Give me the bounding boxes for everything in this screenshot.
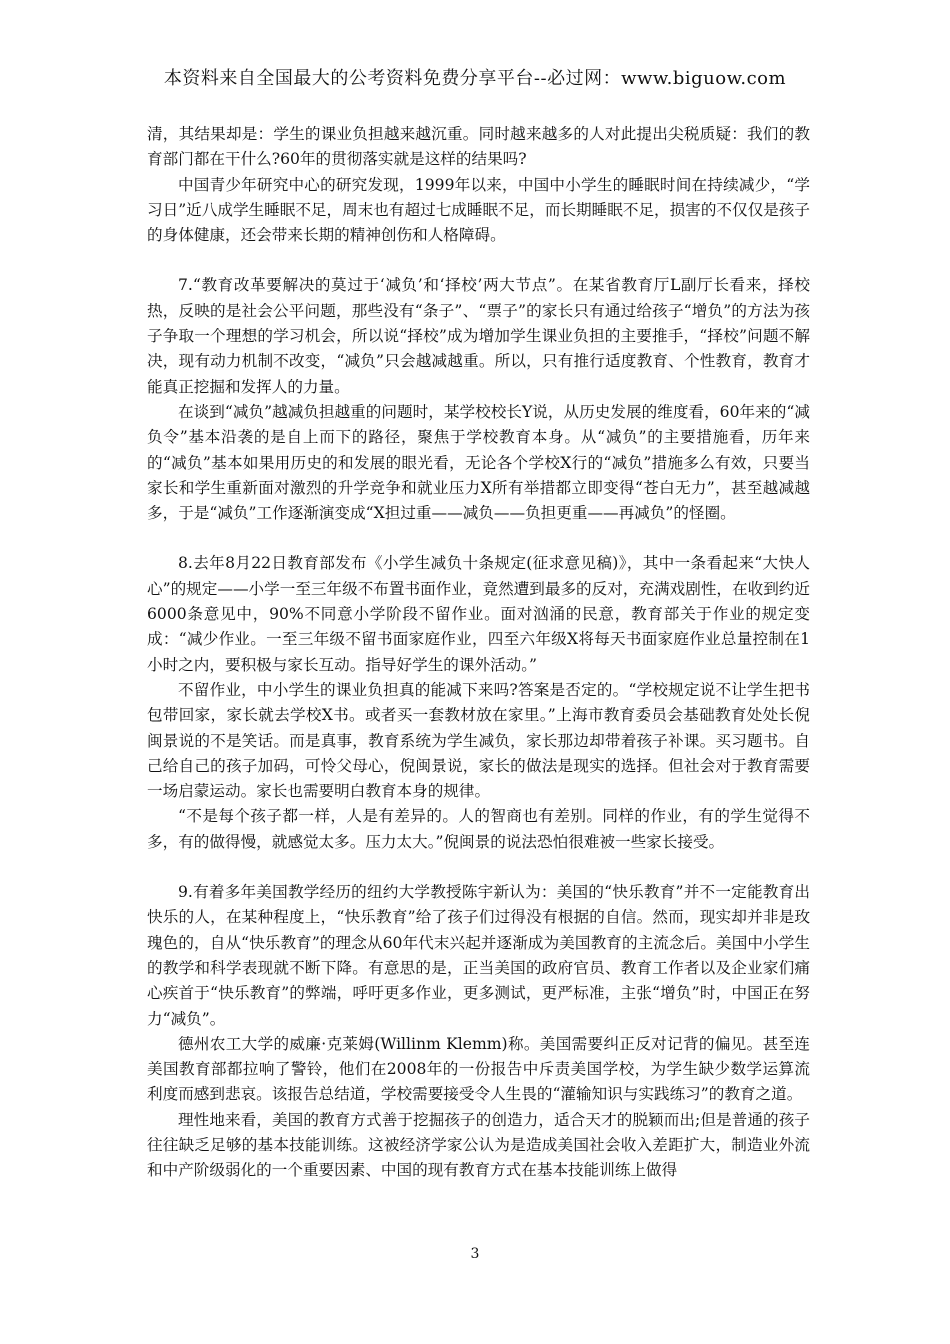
paragraph-5: 8.去年8月22日教育部发布《小学生减负十条规定(征求意见稿)》，其中一条看起来“大快人心”的规定——小学一至三年级不布置书面作业，竟然遭到最多的反对，充满戏剧性，在收到约近6000条意见中，90%不同意小学阶段不留作业。面对汹涌的民意，教育部关于作业的规定变成：“减少作业。一至三年级不留书面家庭作业，四至六年级X将每天书面家庭作业总量控制在1小时之内，要积极与家长互动。指导好学生的课外活动。”: [147, 554, 810, 674]
paragraph-gap: [147, 855, 810, 880]
paragraph-4: 在谈到“减负”越减负担越重的问题时，某学校校长Y说，从历史发展的维度看，60年来的“减负令”基本沿袭的是自上而下的路径，聚焦于学校教育本身。从“减负”的主要措施看，历年来的“减负”基本如果用历史的和发展的眼光看，无论各个学校X行的“减负”措施多么有效，只要当家长和学生重新面对激烈的升学竞争和就业压力X所有举措都立即变得“苍白无力”，甚至越减越多，于是“减负”工作逐渐演变成“X担过重——减负——负担更重——再减负”的怪圈。: [147, 402, 810, 523]
page-number: 3: [470, 1246, 480, 1262]
paragraph-10: 理性地来看，美国的教育方式善于挖掘孩子的创造力，适合天才的脱颖而出;但是普通的孩子往往缺乏足够的基本技能训练。这被经济学家公认为是造成美国社会收入差距扩大，制造业外流和中产阶级弱化的一个重要因素、中国的现有教育方式在基本技能训练上做得: [147, 1110, 810, 1180]
paragraph-gap: [147, 526, 810, 551]
paragraph-8: 9.有着多年美国教学经历的纽约大学教授陈宇新认为：美国的“快乐教育”并不一定能教育出快乐的人，在某种程度上，“快乐教育”给了孩子们过得没有根据的自信。然而，现实却并非是玫瑰色的，自从“快乐教育”的理念从60年代末兴起并逐渐成为美国教育的主流念后。美国中小学生的教学和科学表现就不断下降。有意思的是，正当美国的政府官员、教育工作者以及企业家们痛心疾首于“快乐教育”的弊端，呼吁更多作业，更多测试，更严标准，主张“增负”时，中国正在努力“减负”。: [147, 883, 810, 1028]
paragraph-7: “不是每个孩子都一样，人是有差异的。人的智商也有差别。同样的作业，有的学生觉得不多，有的做得慢，就感觉太多。压力太大。”倪闽景的说法恐怕很难被一些家长接受。: [147, 807, 810, 851]
paragraph-1: 清，其结果却是：学生的课业负担越来越沉重。同时越来越多的人对此提出尖税质疑：我们的教育部门都在干什么?60年的贯彻落实就是这样的结果吗?: [147, 125, 810, 169]
paragraph-3: 7.“教育改革要解决的莫过于‘减负’和‘择校’两大节点”。在某省教育厅L副厅长看来，择校热，反映的是社会公平问题，那些没有“条子”、“票子”的家长只有通过给孩子“增负”的方法为孩子争取一个理想的学习机会，所以说“择校”成为增加学生课业负担的主要推手，“择校”问题不解决，现有动力机制不改变，“减负”只会越减越重。所以，只有推行适度教育、个性教育，教育才能真正挖掘和发挥人的力量。: [147, 276, 810, 396]
paragraph-2: 中国青少年研究中心的研究发现，1999年以来，中国中小学生的睡眠时间在持续减少，“学习日”近八成学生睡眠不足，周末也有超过七成睡眠不足，而长期睡眠不足，损害的不仅仅是孩子的身体健康，还会带来长期的精神创伤和人格障碍。: [147, 175, 810, 245]
paragraph-9: 德州农工大学的威廉·克莱姆(Willinm Klemm)称。美国需要纠正反对记背的偏见。甚至连美国教育部都拉响了警铃，他们在2008年的一份报告中斥责美国学校，为学生缺少数学运算流利度而感到悲哀。该报告总结道，学校需要接受令人生畏的“灌输知识与实践练习”的教育之道。: [147, 1034, 810, 1104]
paragraph-gap: [147, 248, 810, 273]
page-header: 本资料来自全国最大的公考资料免费分享平台--必过网：www.biguow.com: [163, 68, 787, 89]
paragraph-6: 不留作业，中小学生的课业负担真的能减下来吗?答案是否定的。“学校规定说不让学生把书包带回家，家长就去学校X书。或者买一套教材放在家里。”上海市教育委员会基础教育处处长倪闽景说的不是笑话。而是真事，教育系统为学生减负，家长那边却带着孩子补课。买习题书。自己给自己的孩子加码，可怜父母心，倪闽景说，家长的做法是现实的选择。但社会对于教育需要一场启蒙运动。家长也需要明白教育本身的规律。: [147, 680, 810, 801]
document-body: [147, 122, 810, 1184]
